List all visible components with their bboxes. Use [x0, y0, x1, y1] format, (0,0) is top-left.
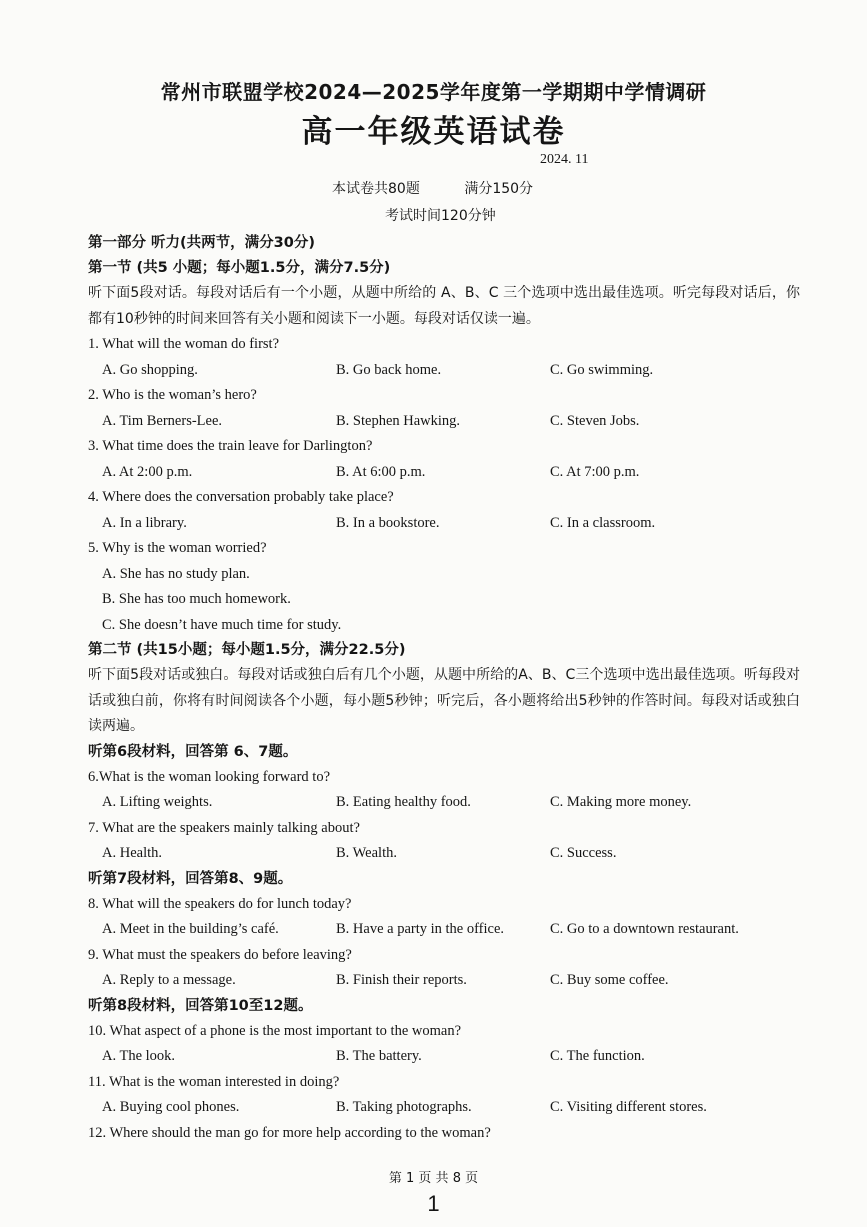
option-b: B. Taking photographs.	[336, 1099, 472, 1115]
material-heading: 听第7段材料，回答第8、9题。	[88, 870, 293, 887]
option-a: A. She has no study plan.	[102, 565, 250, 582]
question-5: 5. Why is the woman worried?	[88, 540, 267, 556]
option-c: C. Go to a downtown restaurant.	[550, 921, 739, 937]
option-c: C. Making more money.	[550, 794, 692, 810]
option-a: A. Reply to a message.	[102, 972, 236, 988]
option-a: A. Health.	[102, 845, 162, 861]
option-c: C. Visiting different stores.	[550, 1099, 707, 1115]
option-b: B. Eating healthy food.	[336, 794, 471, 810]
section-instructions: 听下面5段对话或独白。每段对话或独白后有几个小题，从题中所给的A、B、C三个选项中选出最佳选项。听每段对话或独白前，你将有时间阅读各个小题，每小题5秒钟；听完后，各小题将给出5秒钟的作答时间。每段对话或独白读两遍。	[88, 667, 800, 734]
options-4	[88, 511, 800, 537]
exam-subtitle: 高一年级英语试卷	[301, 114, 566, 150]
option-b: B. Go back home.	[336, 361, 442, 378]
exam-date: 2024. 11	[540, 152, 589, 167]
exam-title: 常州市联盟学校2024—2025学年度第一学期期中学情调研	[160, 80, 707, 104]
exam-content	[88, 231, 800, 1146]
exam-info-time: 考试时间120分钟	[385, 208, 496, 224]
option-b: B. She has too much homework.	[102, 591, 291, 607]
question-9: 9. What must the speakers do before leaving?	[88, 946, 352, 963]
question-2: 2. Who is the woman’s hero?	[88, 387, 257, 403]
option-b: B. The battery.	[336, 1048, 422, 1064]
option-b: B. Finish their reports.	[336, 972, 467, 988]
question-7: 7. What are the speakers mainly talking about?	[88, 819, 360, 836]
option-c: C. The function.	[550, 1048, 645, 1064]
part-heading: 第一部分 听力(共两节，满分30分)	[88, 235, 315, 251]
question-11: 11. What is the woman interested in doing?	[88, 1073, 340, 1090]
option-c: C. Success.	[550, 845, 617, 861]
option-b: B. At 6:00 p.m.	[336, 463, 426, 480]
page-number: 1	[427, 1191, 440, 1216]
options-7	[88, 841, 800, 867]
option-a: A. At 2:00 p.m.	[102, 463, 193, 480]
options-9	[88, 968, 800, 994]
option-a: A. The look.	[102, 1048, 176, 1064]
option-a: A. Tim Berners-Lee.	[102, 412, 223, 429]
option-c: C. She doesn’t have much time for study.	[102, 616, 342, 633]
exam-info-questions-score: 本试卷共80题 满分150分	[332, 181, 534, 197]
question-3: 3. What time does the train leave for Darlington?	[88, 438, 373, 454]
options-10	[88, 1044, 800, 1070]
options-11	[88, 1095, 800, 1121]
section-instructions: 听下面5段对话。每段对话后有一个小题，从题中所给的 A、B、C 三个选项中选出最佳选项。听完每段对话后，你都有10秒钟的时间来回答有关小题和阅读下一小题。每段对话仅读一遍。	[88, 285, 800, 327]
option-b: B. Have a party in the office.	[336, 921, 505, 937]
option-a: A. In a library.	[102, 514, 187, 531]
question-4: 4. Where does the conversation probably take place?	[88, 489, 394, 505]
options-8	[88, 917, 800, 943]
option-a: A. Meet in the building’s café.	[102, 921, 279, 937]
options-3	[88, 460, 800, 486]
options-2	[88, 409, 800, 435]
material-heading: 听第8段材料，回答第10至12题。	[88, 997, 313, 1014]
option-a: A. Go shopping.	[102, 361, 198, 378]
option-b: B. Wealth.	[336, 845, 397, 861]
section-heading: 第一节 (共5 小题；每小题1.5分，满分7.5分)	[88, 260, 391, 276]
option-b: B. In a bookstore.	[336, 514, 440, 531]
question-8: 8. What will the speakers do for lunch today?	[88, 895, 352, 912]
option-c: C. Steven Jobs.	[550, 412, 640, 429]
page-footer: 第 1 页 共 8 页	[388, 1171, 479, 1186]
section-heading: 第二节 (共15小题；每小题1.5分，满分22.5分)	[88, 642, 406, 658]
options-6	[88, 790, 800, 816]
option-c: C. In a classroom.	[550, 514, 656, 531]
material-heading: 听第6段材料，回答第 6、7题。	[88, 743, 298, 760]
option-a: A. Buying cool phones.	[102, 1099, 240, 1115]
question-1: 1. What will the woman do first?	[88, 336, 280, 352]
option-c: C. Buy some coffee.	[550, 972, 669, 988]
option-a: A. Lifting weights.	[102, 794, 213, 810]
question-6: 6.What is the woman looking forward to?	[88, 768, 331, 785]
option-b: B. Stephen Hawking.	[336, 412, 461, 429]
options-1	[88, 358, 800, 384]
question-12: 12. Where should the man go for more help according to the woman?	[88, 1124, 491, 1141]
option-c: C. At 7:00 p.m.	[550, 463, 640, 480]
option-c: C. Go swimming.	[550, 361, 654, 378]
question-10: 10. What aspect of a phone is the most important to the woman?	[88, 1022, 462, 1039]
